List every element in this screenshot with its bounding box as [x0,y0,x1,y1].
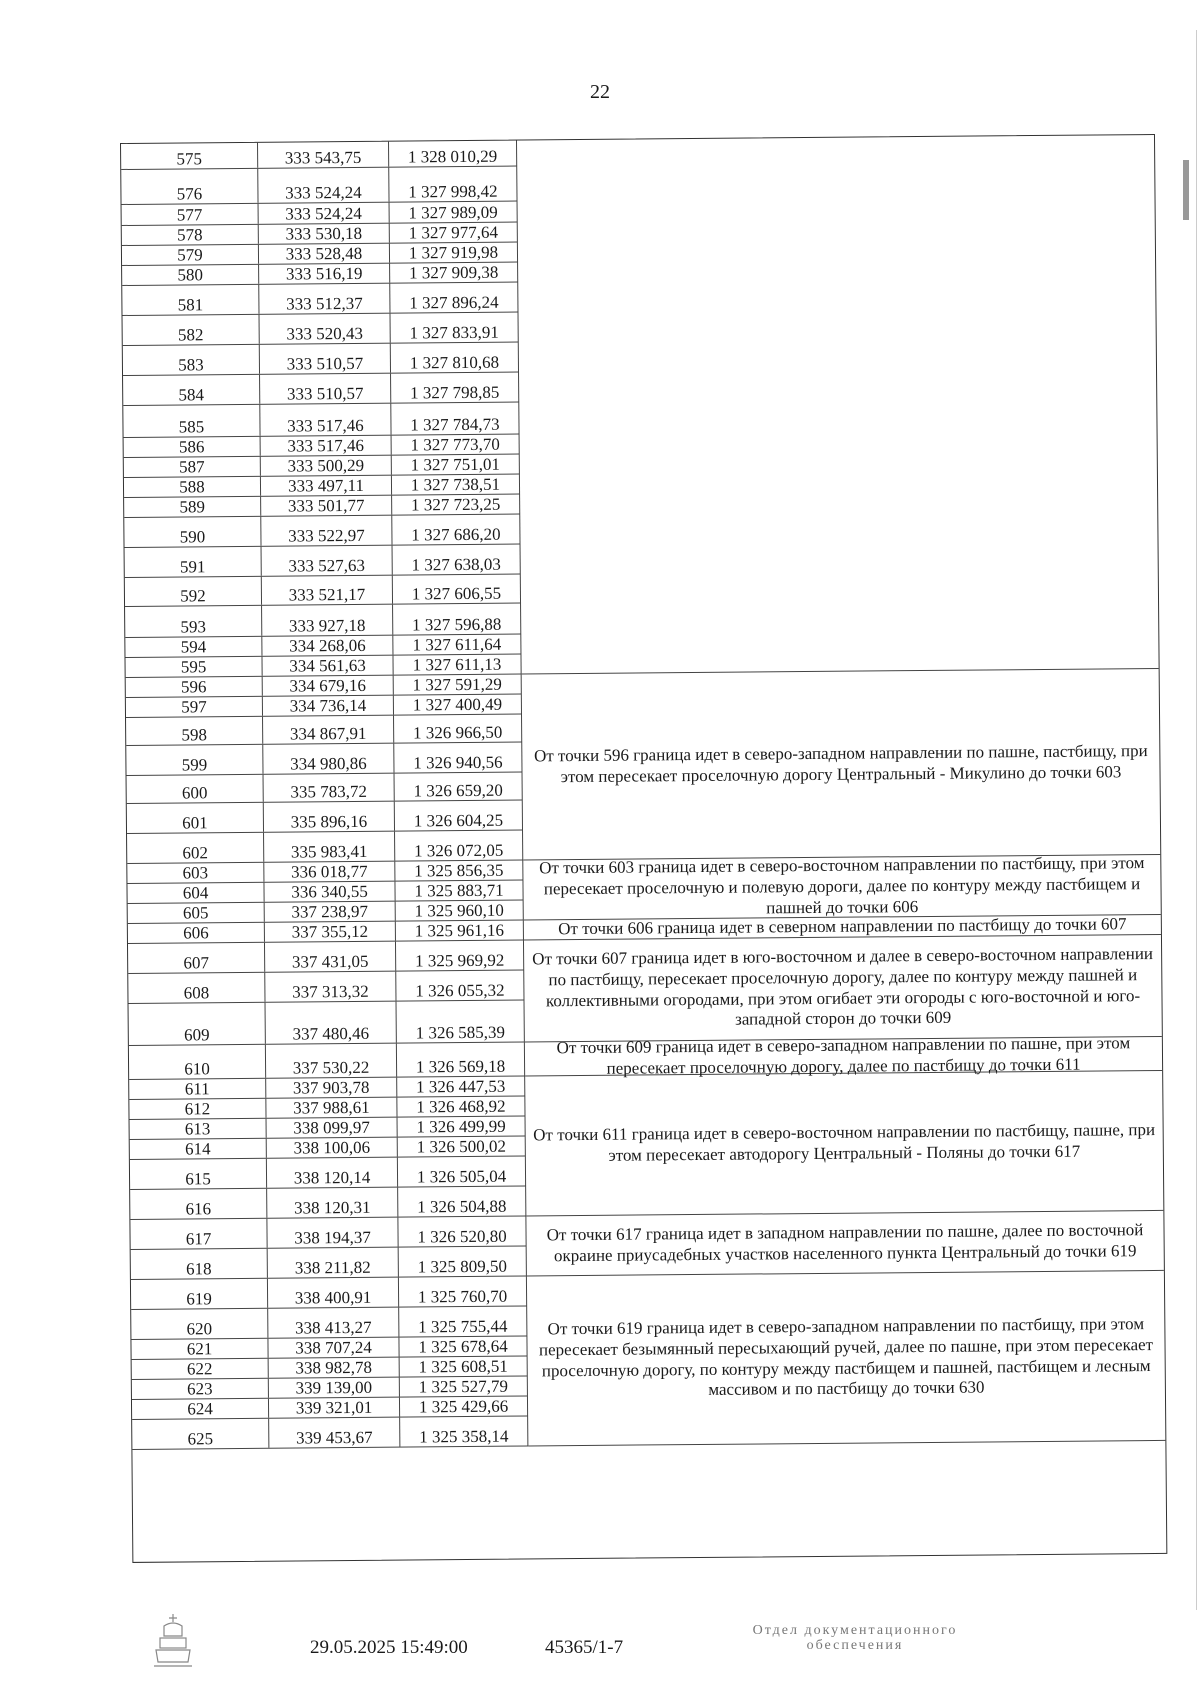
x-coordinate-cell: 339 321,01 [269,1398,400,1418]
x-coordinate-cell: 338 120,14 [267,1158,398,1188]
point-number-cell: 619 [131,1279,268,1309]
y-coordinate-cell: 1 326 447,53 [397,1076,525,1096]
point-number-cell: 586 [124,437,261,457]
page-number: 22 [590,81,610,103]
point-number-cell: 576 [121,169,258,204]
table-row [131,1276,527,1309]
y-coordinate-cell: 1 326 072,05 [395,831,523,861]
y-coordinate-cell: 1 328 010,29 [389,141,517,167]
x-coordinate-cell: 333 524,24 [258,168,389,203]
point-number-cell: 591 [125,547,262,577]
y-coordinate-cell: 1 327 723,25 [392,495,520,515]
x-coordinate-cell: 333 520,43 [260,314,391,344]
point-number-cell: 580 [122,265,259,285]
x-coordinate-cell: 333 927,18 [262,605,393,636]
x-coordinate-cell: 337 431,05 [265,942,396,972]
table-row [129,1043,525,1080]
emblem-icon [150,1610,196,1672]
table-row [130,1216,526,1249]
y-coordinate-cell: 1 326 940,56 [394,743,522,773]
x-coordinate-cell: 337 530,22 [266,1044,397,1078]
point-number-cell: 578 [122,225,259,245]
x-coordinate-cell: 339 453,67 [269,1418,400,1448]
table-row [122,283,518,316]
x-coordinate-cell: 338 099,97 [267,1118,398,1138]
y-coordinate-cell: 1 327 798,85 [391,373,519,403]
point-number-cell: 588 [124,477,261,497]
y-coordinate-cell: 1 327 738,51 [392,475,520,495]
y-coordinate-cell: 1 326 468,92 [397,1096,525,1116]
table-row [125,604,521,638]
table-row [121,141,517,170]
scan-margin-line [1196,30,1197,1610]
y-coordinate-cell: 1 327 919,98 [390,243,518,263]
table-row [126,743,522,776]
point-number-cell: 612 [129,1099,266,1119]
y-coordinate-cell: 1 327 784,73 [391,403,519,435]
y-coordinate-cell: 1 325 678,64 [399,1336,527,1356]
table-row [123,343,519,376]
point-number-cell: 610 [129,1045,266,1079]
boundary-description: От точки 611 граница идет в северо-восточном направлении по пастбищу, пашне, при этом пересекает автодорогу Центральный - Поляны до точки 617 [525,1071,1163,1217]
y-coordinate-cell: 1 326 504,88 [398,1186,526,1216]
x-coordinate-cell: 338 194,37 [267,1218,398,1248]
y-coordinate-cell: 1 327 400,49 [394,695,522,715]
x-coordinate-cell: 338 120,31 [267,1188,398,1218]
point-number-cell: 605 [128,903,265,923]
boundary-description [517,135,1159,675]
y-coordinate-cell: 1 327 998,42 [389,167,517,202]
x-coordinate-cell: 334 980,86 [263,744,394,774]
coordinates-table [120,134,1167,1563]
point-number-cell: 577 [122,204,259,225]
x-coordinate-cell: 337 238,97 [265,902,396,922]
y-coordinate-cell: 1 326 505,04 [398,1156,526,1186]
y-coordinate-cell: 1 327 810,68 [391,343,519,373]
x-coordinate-cell: 336 018,77 [264,862,395,882]
x-coordinate-cell: 333 530,18 [259,224,390,244]
y-coordinate-cell: 1 325 856,35 [395,861,523,881]
table-row [123,313,519,346]
x-coordinate-cell: 334 268,06 [262,636,393,656]
y-coordinate-cell: 1 326 520,80 [398,1216,526,1246]
x-coordinate-cell: 337 480,46 [266,1002,397,1044]
point-number-cell: 618 [131,1249,268,1279]
x-coordinate-cell: 338 211,82 [268,1248,399,1278]
point-number-cell: 620 [131,1309,268,1339]
y-coordinate-cell: 1 326 055,32 [396,971,524,1001]
x-coordinate-cell: 338 707,24 [268,1338,399,1358]
x-coordinate-cell: 338 413,27 [268,1308,399,1338]
x-coordinate-cell: 333 527,63 [262,546,393,576]
point-number-cell: 611 [129,1079,266,1099]
y-coordinate-cell: 1 325 429,66 [400,1396,528,1416]
point-number-cell: 597 [126,697,263,717]
point-number-cell: 625 [132,1419,269,1449]
point-number-cell: 613 [130,1119,267,1139]
table-row [125,545,521,578]
table-row [130,1156,526,1189]
point-number-cell: 622 [132,1359,269,1379]
x-coordinate-cell: 333 543,75 [258,142,389,168]
point-number-cell: 583 [123,345,260,375]
point-number-cell: 606 [128,923,265,943]
y-coordinate-cell: 1 326 500,02 [398,1136,526,1156]
table-row [121,167,517,205]
y-coordinate-cell: 1 327 606,55 [393,575,521,604]
point-number-cell: 584 [123,375,260,405]
boundary-description: От точки 619 граница идет в северо-западном направлении по пастбищу, при этом пересекает безымянный пересыхающий ручей, далее по пашне, при этом пересекает проселочную дорогу, по контуру между пастбищем и пашней, пастбищем и лесным массивом и по пастбищу до точки 630 [527,1271,1165,1447]
y-coordinate-cell: 1 327 596,88 [393,604,521,635]
table-row [126,715,522,746]
x-coordinate-cell: 337 903,78 [266,1078,397,1098]
x-coordinate-cell: 338 100,06 [267,1138,398,1158]
point-number-cell: 581 [122,285,259,315]
y-coordinate-cell: 1 325 608,51 [400,1356,528,1376]
x-coordinate-cell: 335 983,41 [264,832,395,862]
stamp-line-2: обеспечения [806,1638,904,1654]
scan-margin-mark [1183,160,1189,220]
point-number-cell: 609 [129,1003,266,1045]
y-coordinate-cell: 1 326 499,99 [398,1116,526,1136]
table-row [130,1186,526,1219]
point-number-cell: 585 [123,405,260,437]
department-stamp [700,1623,1010,1654]
boundary-description: От точки 606 граница идет в северном направлении по пастбищу до точки 607 [524,915,1161,941]
point-number-cell: 614 [130,1139,267,1159]
x-coordinate-cell: 333 510,57 [260,344,391,374]
y-coordinate-cell: 1 327 638,03 [393,545,521,575]
point-number-cell: 589 [124,497,261,517]
footer-date: 29.05.2025 15:49:00 [310,1637,468,1658]
y-coordinate-cell: 1 325 527,79 [400,1376,528,1396]
y-coordinate-cell: 1 326 966,50 [394,715,522,743]
x-coordinate-cell: 334 561,63 [262,656,393,676]
y-coordinate-cell: 1 326 569,18 [397,1043,525,1077]
boundary-description: От точки 596 граница идет в северо-западном направлении по пашне, пастбищу, при этом пересекает проселочную дорогу Центральный - Микулино до точки 603 [522,669,1161,861]
y-coordinate-cell: 1 327 833,91 [390,313,518,343]
point-number-cell: 621 [131,1339,268,1359]
point-number-cell: 624 [132,1399,269,1419]
y-coordinate-cell: 1 327 611,13 [393,655,521,675]
table-row [129,1001,525,1046]
y-coordinate-cell: 1 326 659,20 [395,773,523,801]
x-coordinate-cell: 338 982,78 [269,1358,400,1378]
table-row [127,801,523,834]
point-number-cell: 608 [128,973,265,1003]
point-number-cell: 616 [130,1189,267,1219]
y-coordinate-cell: 1 325 755,44 [399,1306,527,1336]
point-number-cell: 596 [126,677,263,697]
table-row [124,515,520,548]
y-coordinate-cell: 1 327 977,64 [390,223,518,243]
x-coordinate-cell: 334 736,14 [263,696,394,716]
y-coordinate-cell: 1 325 883,71 [395,881,523,901]
x-coordinate-cell: 335 783,72 [264,774,395,802]
y-coordinate-cell: 1 327 611,64 [393,635,521,655]
point-number-cell: 592 [125,577,262,606]
point-number-cell: 587 [124,457,261,477]
y-coordinate-cell: 1 327 686,20 [392,515,520,545]
stamp-line-1: Отдел документационного [752,1623,958,1638]
x-coordinate-cell: 333 524,24 [259,203,390,224]
y-coordinate-cell: 1 325 358,14 [400,1416,528,1446]
point-number-cell: 615 [130,1159,267,1189]
y-coordinate-cell: 1 326 585,39 [397,1001,525,1043]
point-number-cell: 603 [127,863,264,883]
y-coordinate-cell: 1 327 989,09 [390,202,518,223]
point-number-cell: 575 [121,143,258,169]
x-coordinate-cell: 335 896,16 [264,802,395,832]
y-coordinate-cell: 1 327 591,29 [394,675,522,695]
x-coordinate-cell: 333 517,46 [261,436,392,456]
x-coordinate-cell: 334 679,16 [263,676,394,696]
table-row [127,773,523,804]
boundary-description: От точки 607 граница идет в юго-восточном и далее в северо-восточном направлении по пастбищу, пересекает проселочную дорогу, далее по контуру между пашней и коллективными огородами, при этом огибает эти огороды с юго-восточной и юго-западной сторон до точки 609 [524,935,1162,1043]
x-coordinate-cell: 336 340,55 [264,882,395,902]
point-number-cell: 617 [130,1219,267,1249]
y-coordinate-cell: 1 327 896,24 [390,283,518,313]
x-coordinate-cell: 333 510,57 [260,374,391,404]
table-row [131,1246,527,1279]
table-row [125,575,521,607]
point-number-cell: 600 [127,775,264,803]
point-number-cell: 582 [123,315,260,345]
point-number-cell: 623 [132,1379,269,1399]
point-number-cell: 579 [122,245,259,265]
boundary-description: От точки 617 граница идет в западном направлении по пашне, далее по восточной окраине приусадебных участков населенного пункта Центральный до точки 619 [526,1211,1163,1277]
table-row [127,831,523,864]
x-coordinate-cell: 333 522,97 [261,516,392,546]
x-coordinate-cell: 333 521,17 [262,576,393,605]
y-coordinate-cell: 1 325 969,92 [396,941,524,971]
x-coordinate-cell: 333 516,19 [259,264,390,284]
y-coordinate-cell: 1 327 751,01 [392,455,520,475]
y-coordinate-cell: 1 327 909,38 [390,263,518,283]
point-number-cell: 599 [126,745,263,775]
x-coordinate-cell: 333 501,77 [261,496,392,516]
y-coordinate-cell: 1 325 961,16 [396,921,524,941]
point-number-cell: 601 [127,803,264,833]
y-coordinate-cell: 1 326 604,25 [395,801,523,831]
point-number-cell: 598 [126,717,263,745]
y-coordinate-cell: 1 327 773,70 [392,435,520,455]
table-row [123,403,519,438]
x-coordinate-cell: 333 512,37 [259,284,390,314]
x-coordinate-cell: 333 500,29 [261,456,392,476]
point-number-cell: 602 [127,833,264,863]
y-coordinate-cell: 1 325 809,50 [399,1246,527,1276]
x-coordinate-cell: 339 139,00 [269,1378,400,1398]
point-number-cell: 590 [124,517,261,547]
footer-doc-number: 45365/1-7 [545,1637,624,1658]
boundary-description: От точки 609 граница идет в северо-западном направлении по пашне, при этом пересекает проселочную дорогу, далее по пастбищу до точки 611 [525,1037,1162,1077]
x-coordinate-cell: 337 355,12 [265,922,396,942]
point-number-cell: 595 [125,657,262,677]
point-number-cell: 593 [125,606,262,637]
table-row [128,941,524,974]
point-number-cell: 607 [128,943,265,973]
x-coordinate-cell: 333 497,11 [261,476,392,496]
table-row [132,1416,528,1449]
point-number-cell: 594 [125,637,262,657]
x-coordinate-cell: 333 517,46 [260,404,391,436]
x-coordinate-cell: 337 313,32 [265,972,396,1002]
y-coordinate-cell: 1 325 760,70 [399,1276,527,1306]
x-coordinate-cell: 338 400,91 [268,1278,399,1308]
y-coordinate-cell: 1 325 960,10 [396,901,524,921]
x-coordinate-cell: 334 867,91 [263,716,394,744]
point-number-cell: 604 [127,883,264,903]
table-row [123,373,519,406]
x-coordinate-cell: 337 988,61 [266,1098,397,1118]
table-row [131,1306,527,1339]
boundary-description: От точки 603 граница идет в северо-восточном направлении по пастбищу, при этом пересекает проселочную и полевую дороги, далее по контуру между пастбищем и пашней до точки 606 [523,855,1160,921]
table-row [128,971,524,1004]
x-coordinate-cell: 333 528,48 [259,244,390,264]
